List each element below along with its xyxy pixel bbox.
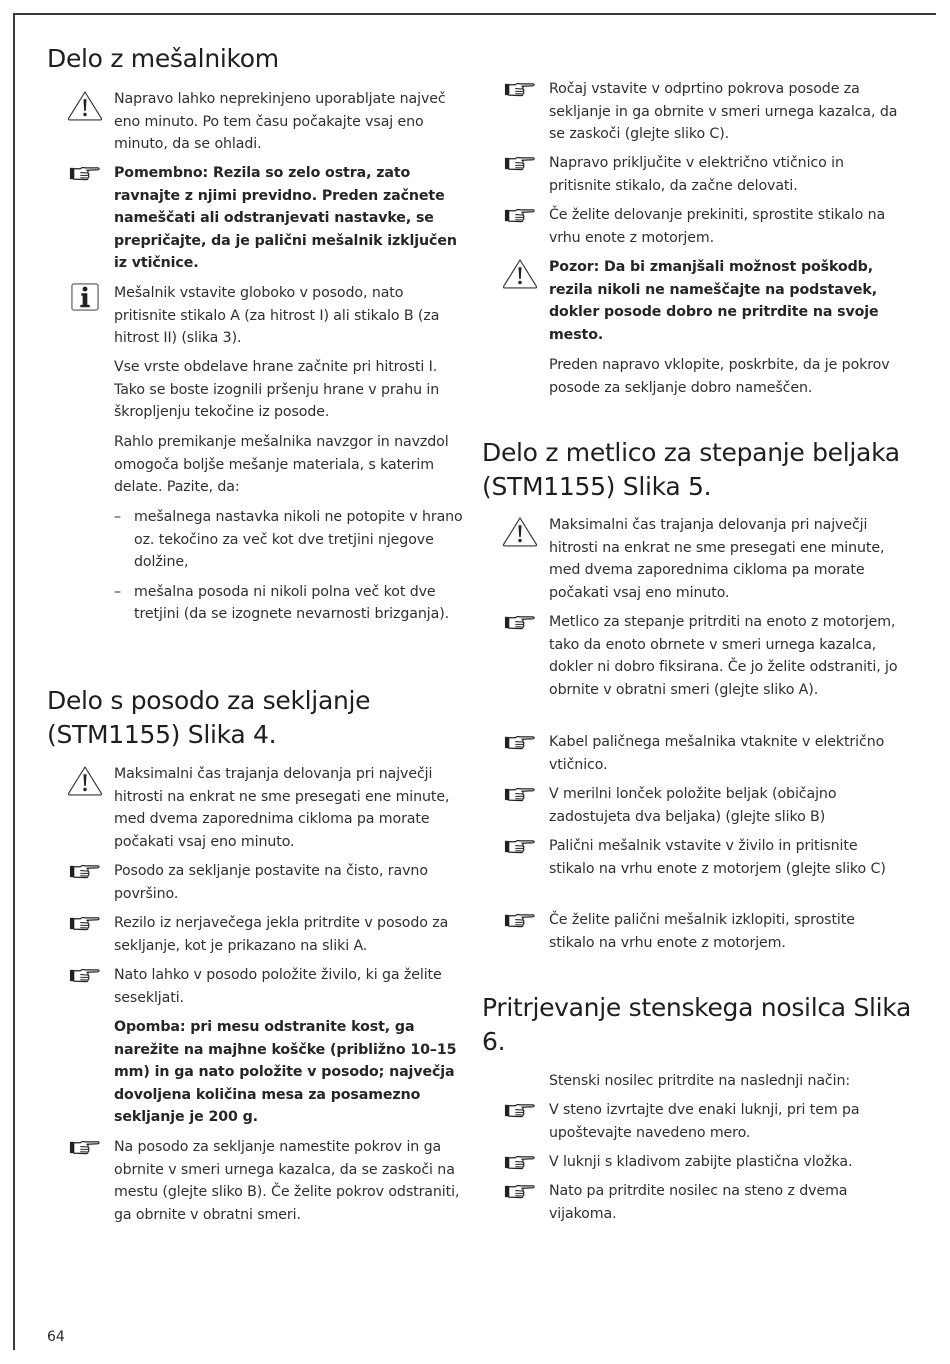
paragraph: V luknji s kladivom zabijte plastična vložka. — [549, 1151, 904, 1174]
paragraph: Rahlo premikanje mešalnika navzgor in navzdol omogoča boljše mešanje materiala, s katerim delate. Pazite, da: — [114, 434, 449, 496]
paragraph: Če želite delovanje prekiniti, sprostite stikalo na vrhu enote z motorjem. — [549, 204, 904, 249]
paragraph: Napravo lahko neprekinjeno uporabljate največ eno minuto. Po tem času počakajte vsaj eno minuto, da se ohladi. — [114, 88, 469, 156]
warning-triangle-icon — [67, 90, 103, 114]
paragraph: Rezilo iz nerjavečega jekla pritrdite v posodo za sekljanje, kot je prikazano na sliki A. — [114, 912, 469, 957]
pointing-hand-icon — [67, 1139, 103, 1163]
info-icon — [67, 283, 103, 307]
paragraph: Nato lahko v posodo položite živilo, ki ga želite sesekljati. — [114, 964, 469, 1009]
section-title-whisk: Delo z metlico za stepanje beljaka (STM1155) Slika 5. — [482, 438, 900, 501]
paragraph: Maksimalni čas trajanja delovanja pri največji hitrosti na enkrat ne sme presegati ene minute, med dvema zaporednima cikloma pa morate počakati vsaj eno minuto. — [549, 514, 904, 604]
paragraph: Posodo za sekljanje postavite na čisto, ravno površino. — [114, 860, 469, 905]
page-frame-left — [13, 13, 15, 1350]
pointing-hand-icon — [502, 786, 538, 810]
paragraph: Napravo priključite v električno vtičnico in pritisnite stikalo, da začne delovati. — [549, 152, 904, 197]
paragraph: Preden napravo vklopite, poskrbite, da je pokrov posode za sekljanje dobro nameščen. — [549, 357, 890, 396]
warning-triangle-icon — [502, 516, 538, 540]
pointing-hand-icon — [67, 165, 103, 189]
pointing-hand-icon — [502, 912, 538, 936]
pointing-hand-icon — [502, 734, 538, 758]
paragraph-important: Pomembno: Rezila so zelo ostra, zato ravnajte z njimi previdno. Preden začnete nameščati ali odstranjevati nastavke, se prepričajte, da je palični mešalnik izključen iz vtičnice. — [114, 162, 469, 275]
paragraph: Palični mešalnik vstavite v živilo in pritisnite stikalo na vrhu enote z motorjem (glejte sliko C) — [549, 835, 904, 880]
list-item: – mešalna posoda ni nikoli polna več kot dve tretjini (da se izognete nevarnosti brizganja). — [114, 583, 450, 623]
page-frame-top — [13, 13, 936, 15]
paragraph: V merilni lonček položite beljak (običajno zadostujeta dva beljaka) (glejte sliko B) — [549, 783, 904, 828]
list-item: – mešalnega nastavka nikoli ne potopite v hrano oz. tekočino za več kot dve tretjini njegove dolžine, — [114, 509, 463, 571]
paragraph: Vse vrste obdelave hrane začnite pri hitrosti I. Tako se boste izognili pršenju hrane v prahu in škropljenju tekočine iz posode. — [114, 359, 440, 421]
section-title-chopper: Delo s posodo za sekljanje (STM1155) Slika 4. — [47, 686, 371, 749]
pointing-hand-icon — [502, 1183, 538, 1207]
paragraph: Kabel paličnega mešalnika vtaknite v električno vtičnico. — [549, 731, 904, 776]
pointing-hand-icon — [67, 863, 103, 887]
pointing-hand-icon — [502, 155, 538, 179]
pointing-hand-icon — [502, 1154, 538, 1178]
paragraph: Na posodo za sekljanje namestite pokrov in ga obrnite v smeri urnega kazalca, da se zaskoči na mestu (glejte sliko B). Če želite pokrov odstraniti, ga obrnite v obratni smeri. — [114, 1136, 469, 1226]
pointing-hand-icon — [67, 915, 103, 939]
pointing-hand-icon — [67, 967, 103, 991]
paragraph: Metlico za stepanje pritrditi na enoto z motorjem, tako da enoto obrnete v smeri urnega kazalca, dokler ni dobro fiksirana. Če jo želite odstraniti, jo obrnite v obratni smeri (glejte sliko A). — [549, 611, 904, 701]
warning-triangle-icon — [67, 765, 103, 789]
dash-list — [114, 506, 469, 626]
pointing-hand-icon — [502, 81, 538, 105]
pointing-hand-icon — [502, 1102, 538, 1126]
paragraph-caution: Pozor: Da bi zmanjšali možnost poškodb, rezila nikoli ne nameščajte na podstavek, dokler posode dobro ne pritrdite na svoje mesto. — [549, 256, 904, 346]
pointing-hand-icon — [502, 614, 538, 638]
paragraph: Če želite palični mešalnik izklopiti, sprostite stikalo na vrhu enote z motorjem. — [549, 909, 904, 954]
paragraph: Ročaj vstavite v odprtino pokrova posode za sekljanje in ga obrnite v smeri urnega kazalca, da se zaskoči (glejte sliko C). — [549, 78, 904, 146]
section-title-mixer: Delo z mešalnikom — [47, 44, 279, 73]
section-title-wall-bracket: Pritrjevanje stenskega nosilca Slika 6. — [482, 993, 912, 1056]
warning-triangle-icon — [502, 258, 538, 282]
pointing-hand-icon — [502, 207, 538, 231]
paragraph-note: Opomba: pri mesu odstranite kost, ga narežite na majhne koščke (približno 10–15 mm) in ga nato položite v posodo; največja dovoljena količina mesa za posamezno sekljanje je 200 g. — [114, 1019, 457, 1126]
pointing-hand-icon — [502, 838, 538, 862]
paragraph: Stenski nosilec pritrdite na naslednji način: — [549, 1073, 851, 1089]
paragraph: Maksimalni čas trajanja delovanja pri največji hitrosti na enkrat ne sme presegati ene minute, med dvema zaporednima cikloma pa morate počakati vsaj eno minuto. — [114, 763, 469, 853]
paragraph: Nato pa pritrdite nosilec na steno z dvema vijakoma. — [549, 1180, 904, 1225]
paragraph: V steno izvrtajte dve enaki luknji, pri tem pa upoštevajte navedeno mero. — [549, 1099, 904, 1144]
paragraph: Mešalnik vstavite globoko v posodo, nato pritisnite stikalo A (za hitrost I) ali stikalo B (za hitrost II) (slika 3). — [114, 282, 469, 350]
page-number: 64 — [47, 1329, 65, 1345]
